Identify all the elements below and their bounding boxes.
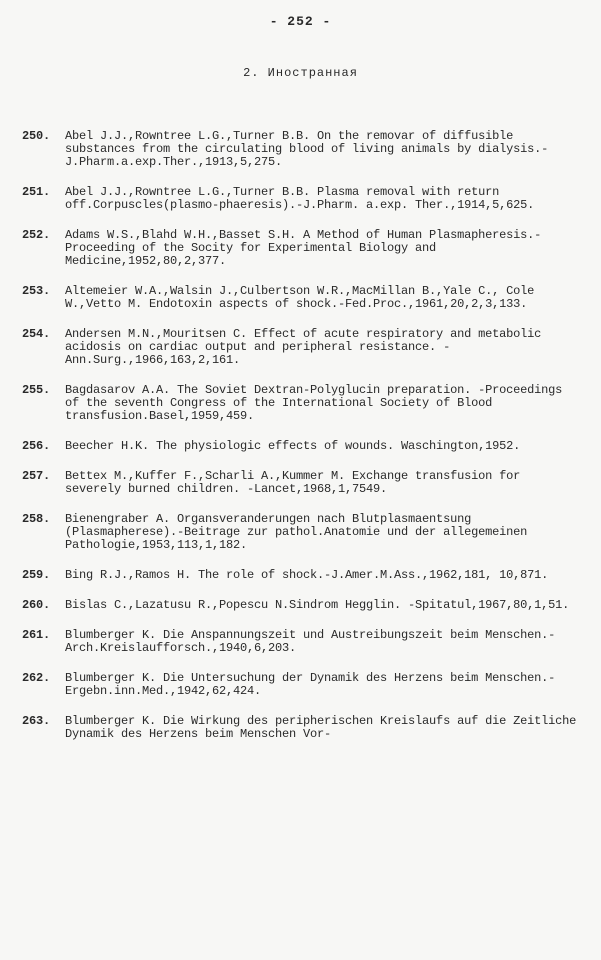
- reference-text: Bing R.J.,Ramos H. The role of shock.-J.Amer.M.Ass.,1962,181, 10,871.: [65, 568, 549, 582]
- reference-number: 251.: [22, 185, 51, 199]
- reference-text: Bislas C.,Lazatusu R.,Popescu N.Sindrom Hegglin. -Spitatul,1967,80,1,51.: [65, 598, 570, 612]
- reference-item: [22, 599, 582, 612]
- reference-text: Bienengraber A. Organsveranderungen nach Blutplasmaentsung (Plasmapherese).-Beitrage zur pathol.Anatomie und der allegemeinen Pathologie,1953,113,1,182.: [65, 512, 528, 552]
- reference-item: [22, 672, 582, 698]
- reference-number: 259.: [22, 568, 51, 582]
- reference-text: Bagdasarov A.A. The Soviet Dextran-Polyglucin preparation. -Proceedings of the seventh Congress of the International Society of Blood transfusion.Basel,1959,459.: [65, 383, 563, 423]
- reference-list: [22, 130, 582, 758]
- reference-number: 258.: [22, 512, 51, 526]
- reference-number: 254.: [22, 327, 51, 341]
- reference-item: [22, 569, 582, 582]
- reference-text: Adams W.S.,Blahd W.H.,Basset S.H. A Method of Human Plasmapheresis.-Proceeding of the Socity for Experimental Biology and Medicine,1952,80,2,377.: [65, 228, 542, 268]
- reference-text: Blumberger K. Die Anspannungszeit und Austreibungszeit beim Menschen.-Arch.Kreislaufforsch.,1940,6,203.: [65, 628, 556, 655]
- section-heading: 2. Иностранная: [243, 66, 358, 80]
- reference-number: 255.: [22, 383, 51, 397]
- page-number: - 252 -: [269, 14, 332, 29]
- reference-text: Altemeier W.A.,Walsin J.,Culbertson W.R.,MacMillan B.,Yale C., Cole W.,Vetto M. Endotoxin aspects of shock.-Fed.Proc.,1961,20,2,3,133.: [65, 284, 535, 311]
- reference-number: 253.: [22, 284, 51, 298]
- reference-item: [22, 285, 582, 311]
- reference-item: [22, 440, 582, 453]
- reference-number: 257.: [22, 469, 51, 483]
- reference-item: [22, 384, 582, 423]
- reference-item: [22, 328, 582, 367]
- reference-text: Abel J.J.,Rowntree L.G.,Turner B.B. On the removar of diffusible substances from the circulating blood of living animals by dialysis.-J.Pharm.a.exp.Ther.,1913,5,275.: [65, 129, 549, 169]
- reference-text: Blumberger K. Die Untersuchung der Dynamik des Herzens beim Menschen.-Ergebn.inn.Med.,1942,62,424.: [65, 671, 556, 698]
- reference-text: Abel J.J.,Rowntree L.G.,Turner B.B. Plasma removal with return off.Corpuscles(plasmo-phaeresis).-J.Pharm. a.exp. Ther.,1914,5,625.: [65, 185, 535, 212]
- reference-number: 252.: [22, 228, 51, 242]
- reference-number: 263.: [22, 714, 51, 728]
- reference-item: [22, 629, 582, 655]
- reference-number: 262.: [22, 671, 51, 685]
- reference-item: [22, 130, 582, 169]
- reference-text: Beecher H.K. The physiologic effects of wounds. Waschington,1952.: [65, 439, 521, 453]
- reference-number: 256.: [22, 439, 51, 453]
- reference-text: Bettex M.,Kuffer F.,Scharli A.,Kummer M. Exchange transfusion for severely burned children. -Lancet,1968,1,7549.: [65, 469, 521, 496]
- reference-number: 250.: [22, 129, 51, 143]
- reference-text: Andersen M.N.,Mouritsen C. Effect of acute respiratory and metabolic acidosis on cardiac output and peripheral resistance. -Ann.Surg.,1966,163,2,161.: [65, 327, 542, 367]
- reference-number: 260.: [22, 598, 51, 612]
- reference-item: [22, 186, 582, 212]
- reference-item: [22, 229, 582, 268]
- reference-text: Blumberger K. Die Wirkung des peripherischen Kreislaufs auf die Zeitliche Dynamik des Herzens beim Menschen Vor-: [65, 714, 577, 741]
- reference-item: [22, 470, 582, 496]
- reference-item: [22, 513, 582, 552]
- reference-number: 261.: [22, 628, 51, 642]
- reference-item: [22, 715, 582, 741]
